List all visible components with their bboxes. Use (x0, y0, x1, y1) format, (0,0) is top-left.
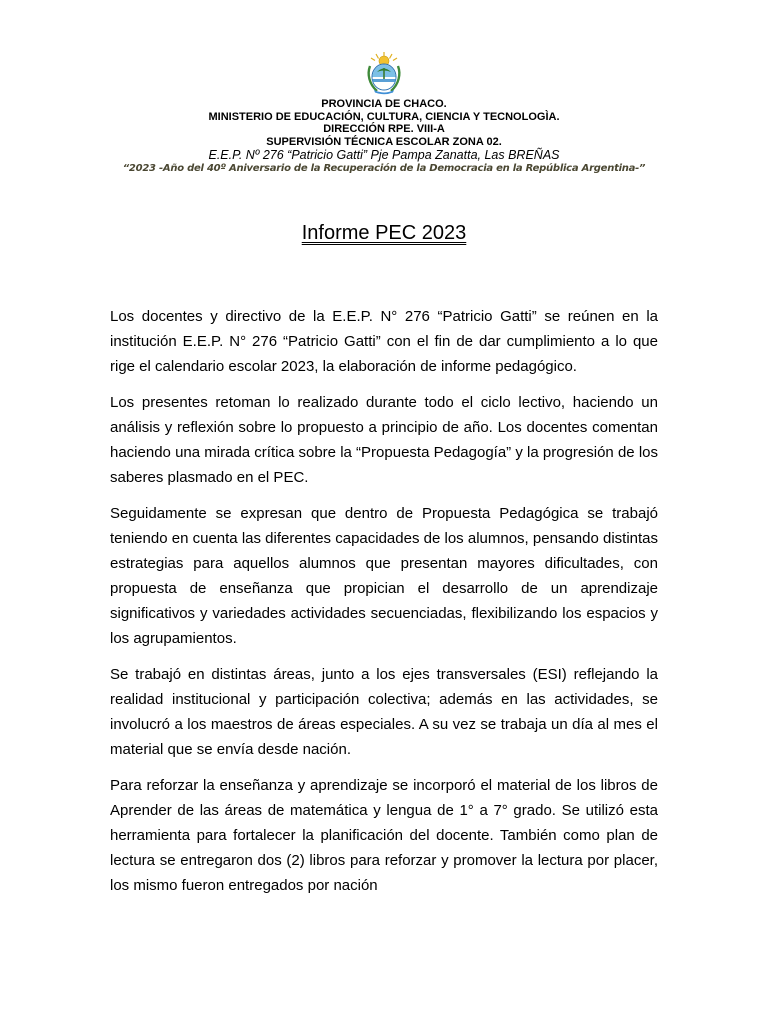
school-line: E.E.P. Nº 276 “Patricio Gatti” Pje Pampa Zanatta, Las BREÑAS (208, 148, 560, 162)
paragraph: Se trabajó en distintas áreas, junto a los ejes transversales (ESI) reflejando la realidad institucional y participación colectiva; además en las actividades, se involucró a los maestros de áreas especiales. A su vez se trabaja un día al mes el material que se envía desde nación. (110, 666, 658, 758)
province-line: PROVINCIA DE CHACO. (321, 98, 447, 110)
direction-line: DIRECCIÓN RPE. VIII-A (323, 123, 445, 135)
paragraph: Los presentes retoman lo realizado durante todo el ciclo lectivo, haciendo un análisis y reflexión sobre lo propuesto a principio de año. Los docentes comentan haciendo una mirada crítica sobre la “Propuesta Pedagogía” y la progresión de los saberes plasmado en el PEC. (110, 394, 658, 486)
document-title (0, 220, 768, 246)
paragraph: Para reforzar la enseñanza y aprendizaje se incorporó el material de los libros de Aprender de las áreas de matemática y lengua de 1° a 7° grado. Se utilizó esta herramienta para fortalecer la planificación del docente. También como plan de lectura se entregaron dos (2) libros para reforzar y promover la lectura por placer, los mismo fueron entregados por nación (110, 777, 658, 894)
paragraph: Seguidamente se expresan que dentro de Propuesta Pedagógica se trabajó teniendo en cuenta las diferentes capacidades de los alumnos, pensando distintas estrategias para aquellos alumnos que presentan mayores dificultades, con propuesta de enseñanza que propician el desarrollo de un aprendizaje significativos y variedades actividades secuenciadas, flexibilizando los espacios y los agrupamientos. (110, 505, 658, 647)
chaco-province-seal-icon (366, 50, 402, 96)
document-body (110, 304, 658, 909)
motto-line: “2023 -Año del 40º Aniversario de la Recuperación de la Democracia en la República Argentina-” (122, 163, 646, 174)
ministry-line: MINISTERIO DE EDUCACIÓN, CULTURA, CIENCIA Y TECNOLOGÌA. (208, 110, 560, 123)
letterhead (0, 98, 768, 176)
document-title-text: Informe PEC 2023 (301, 222, 467, 244)
supervision-line: SUPERVISIÓN TÉCNICA ESCOLAR ZONA 02. (266, 135, 502, 148)
paragraph: Los docentes y directivo de la E.E.P. N° 276 “Patricio Gatti” se reúnen en la institución E.E.P. N° 276 “Patricio Gatti” con el fin de dar cumplimiento a lo que rige el calendario escolar 2023, la elaboración de informe pedagógico. (110, 308, 658, 375)
